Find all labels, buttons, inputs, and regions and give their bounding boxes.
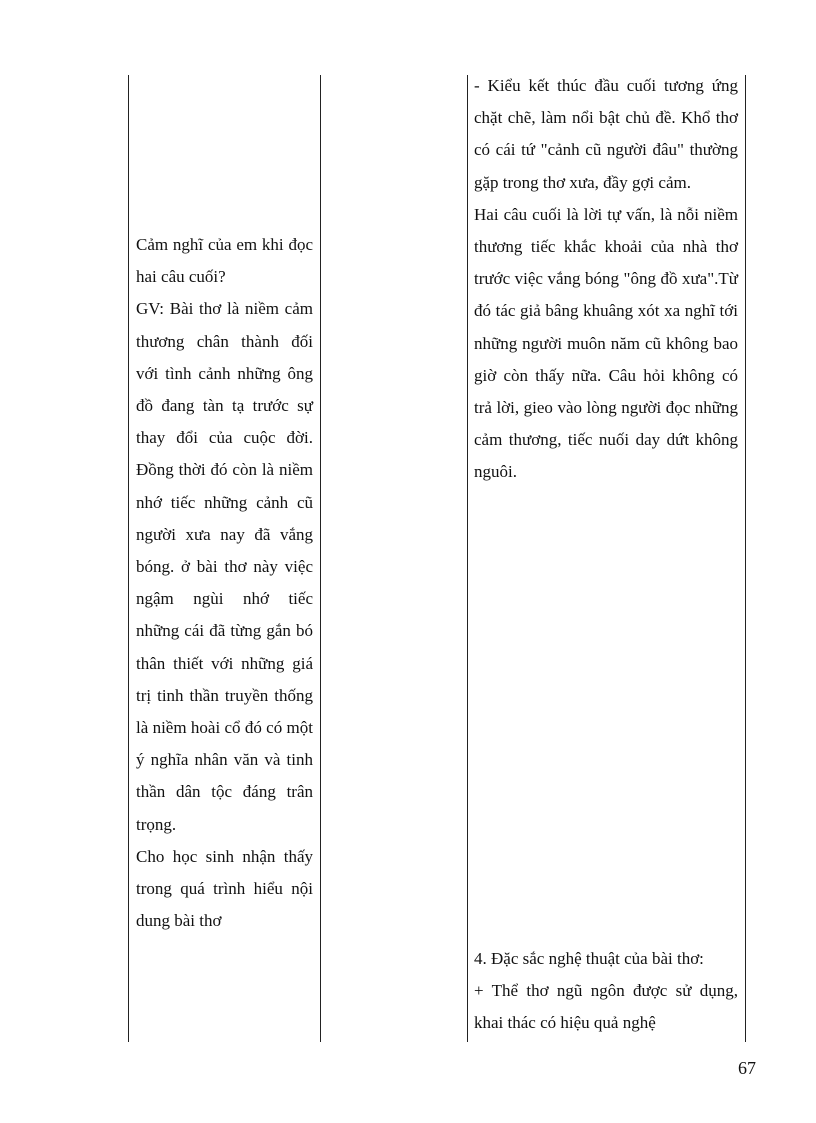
art-features-point: + Thể thơ ngũ ngôn được sử dụng, khai thác có hiệu quả nghệ (474, 981, 738, 1033)
table-border-left (128, 75, 129, 1042)
table-border-right (745, 75, 746, 1042)
final-lines-analysis-paragraph: Hai câu cuối là lời tự vấn, là nỗi niềm thương tiếc khắc khoải của nhà thơ trước việc vắng bóng "ông đồ xưa".Từ đó tác giả bâng khuâng xót xa nghĩ tới những người muôn năm cũ không bao giờ còn thấy nữa. Câu hỏi không có trả lời, gieo vào lòng người đọc những cảm thương, tiếc nuối day dứt không nguôi. (474, 204, 738, 482)
table-border-middle-left (320, 75, 321, 1042)
teacher-explanation-paragraph: GV: Bài thơ là niềm cảm thương chân thành đối với tình cảnh những ông đồ đang tàn tạ trước sự thay đổi của cuộc đời. Đồng thời đó còn là niềm nhớ tiếc những cảnh cũ người xưa nay đã vắng bóng. ở bài thơ này việc ngậm ngùi nhớ tiếc những cái đã từng gắn bó thân thiết với những giá trị tinh thần truyền thống là niềm hoài cổ đó có một ý nghĩa nhân văn và tinh thần dân tộc đáng trân trọng. (136, 299, 313, 834)
teacher-activity-column (136, 229, 313, 937)
content-column (474, 70, 738, 1033)
question-paragraph: Cảm nghĩ của em khi đọc hai câu cuối? (136, 235, 313, 287)
art-features-heading: 4. Đặc sắc nghệ thuật của bài thơ: (474, 949, 704, 968)
table-border-middle-right (467, 75, 468, 1042)
instruction-paragraph: Cho học sinh nhận thấy trong quá trình hiểu nội dung bài thơ (136, 846, 313, 931)
ending-analysis-paragraph: - Kiểu kết thúc đầu cuối tương ứng chặt chẽ, làm nổi bật chủ đề. Khổ thơ có cái tứ "cảnh cũ người đâu" thường gặp trong thơ xưa, đầy gợi cảm. (474, 76, 738, 192)
page-number: 67 (738, 1058, 756, 1078)
art-features-section (474, 943, 738, 1040)
